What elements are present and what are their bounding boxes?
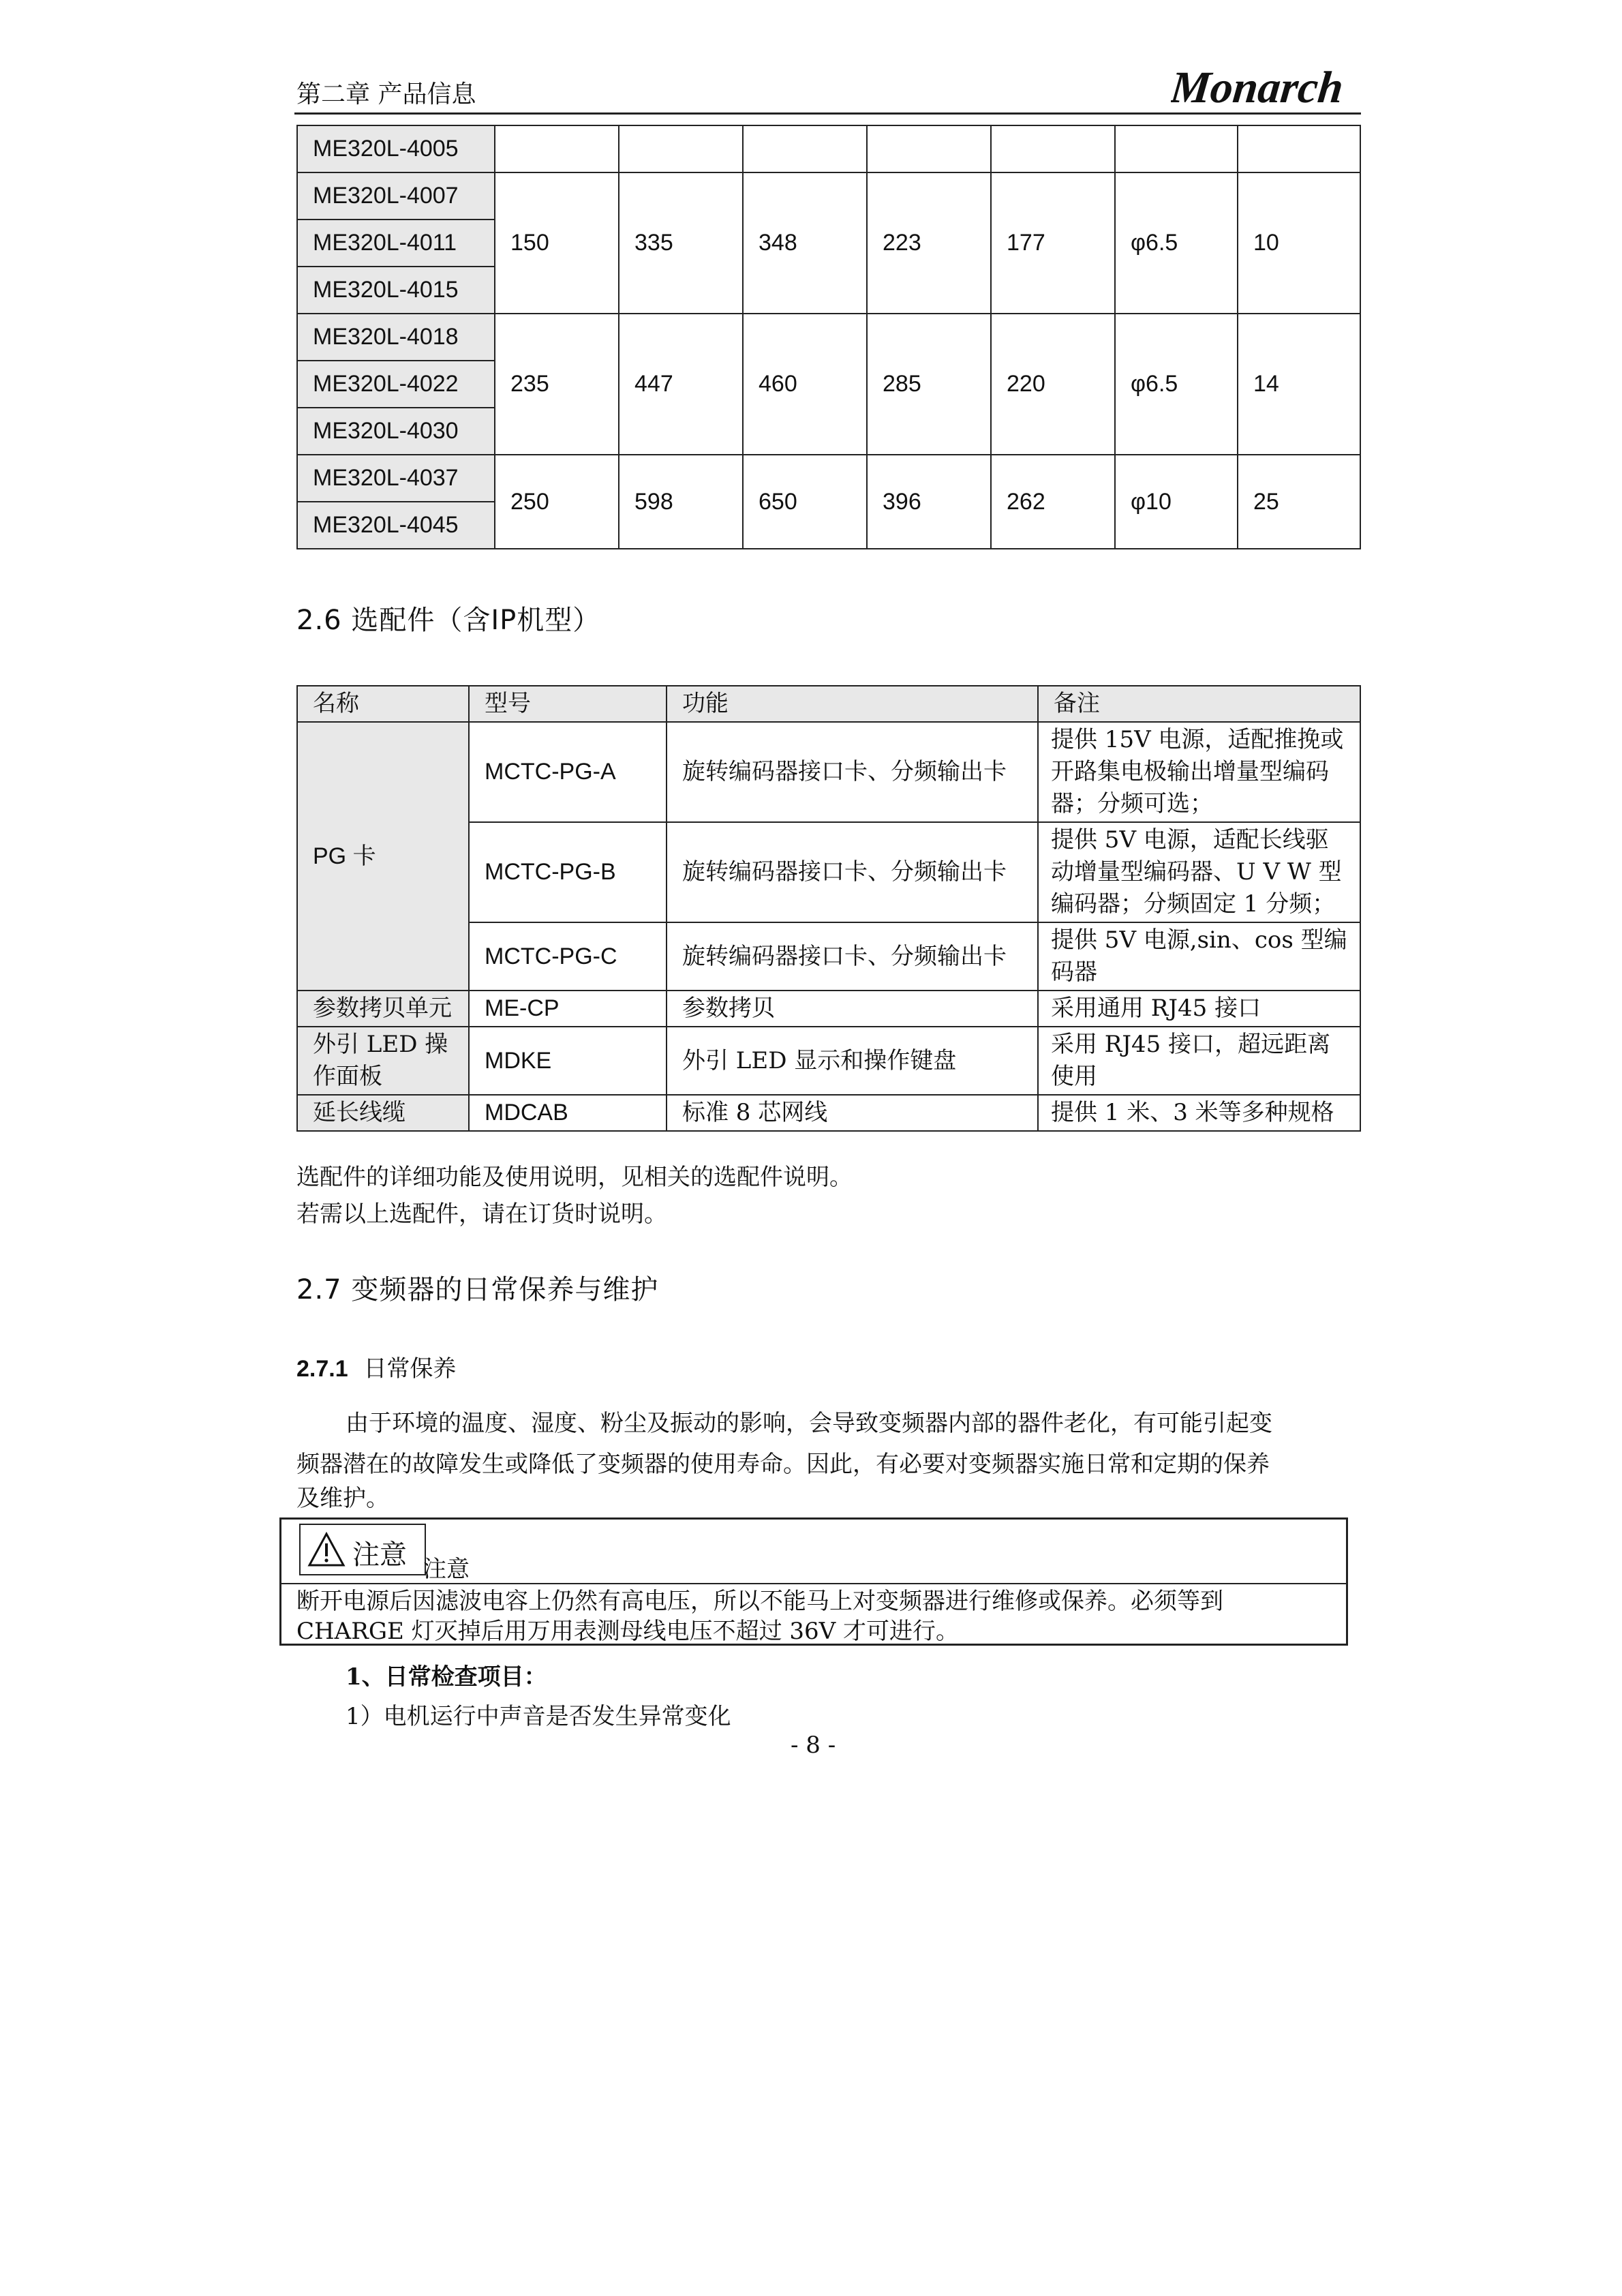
- note-line: 若需以上选配件，请在订货时说明。: [296, 1200, 667, 1228]
- model-cell: ME320L-4045: [297, 502, 495, 549]
- notice-badge: [299, 1524, 426, 1575]
- remark-cell: 提供 5V 电源,sin、cos 型编码器: [1038, 922, 1360, 991]
- model-cell: ME320L-4037: [297, 455, 495, 502]
- brand-logo: [1171, 60, 1362, 117]
- model-cell: ME320L-4022: [297, 361, 495, 408]
- header-function: 功能: [667, 686, 1038, 722]
- dim-value-cell: 285: [867, 314, 991, 455]
- subsection-heading-2-7-1: [296, 1350, 456, 1383]
- model-cell: ME-CP: [469, 991, 667, 1027]
- hole-diameter-cell: φ10: [1115, 455, 1238, 549]
- empty-cell: [1238, 125, 1360, 172]
- dim-value-cell: 335: [619, 172, 743, 314]
- subsection-title: 日常保养: [363, 1355, 457, 1383]
- dim-value-cell: 650: [743, 455, 867, 549]
- remark-cell: 采用通用 RJ45 接口: [1038, 991, 1360, 1027]
- paragraph-line: 由于环境的温度、湿度、粉尘及振动的影响，会导致变频器内部的器件老化，有可能引起变: [346, 1410, 1272, 1437]
- notice-line: 断开电源后因滤波电容上仍然有高电压，所以不能马上对变频器进行维修或保养。必须等到: [296, 1588, 1223, 1615]
- table-row: [297, 125, 1360, 172]
- table-row: [297, 172, 1360, 220]
- model-cell: ME320L-4018: [297, 314, 495, 361]
- model-cell: MCTC-PG-C: [469, 922, 667, 991]
- model-cell: ME320L-4005: [297, 125, 495, 172]
- dimension-table: [296, 125, 1361, 549]
- empty-cell: [991, 125, 1115, 172]
- dim-value-cell: 396: [867, 455, 991, 549]
- name-cell: 参数拷贝单元: [297, 991, 469, 1027]
- empty-cell: [1115, 125, 1238, 172]
- dim-value-cell: 348: [743, 172, 867, 314]
- empty-cell: [743, 125, 867, 172]
- model-cell: ME320L-4011: [297, 220, 495, 267]
- function-cell: 参数拷贝: [667, 991, 1038, 1027]
- notice-box: [279, 1517, 1348, 1646]
- note-line: 选配件的详细功能及使用说明，见相关的选配件说明。: [296, 1164, 853, 1191]
- header-chapter: 第二章 产品信息: [296, 80, 476, 108]
- notice-badge-label: 注意: [352, 1539, 407, 1571]
- table-row: [297, 314, 1360, 361]
- weight-cell: 25: [1238, 455, 1360, 549]
- weight-cell: 10: [1238, 172, 1360, 314]
- weight-cell: 14: [1238, 314, 1360, 455]
- model-cell: MCTC-PG-A: [469, 722, 667, 822]
- remark-cell: 提供 5V 电源，适配长线驱动增量型编码器、U V W 型编码器；分频固定 1 分频；: [1038, 822, 1360, 922]
- function-cell: 外引 LED 显示和操作键盘: [667, 1027, 1038, 1095]
- function-cell: 标准 8 芯网线: [667, 1095, 1038, 1131]
- table-row: [297, 1027, 1360, 1095]
- table-header-row: [297, 686, 1360, 722]
- table-row: [297, 455, 1360, 502]
- model-cell: MDCAB: [469, 1095, 667, 1131]
- section-heading-2-7: 2.7 变频器的日常保养与维护: [296, 1274, 659, 1305]
- table-row: [297, 991, 1360, 1027]
- subsection-number: 2.7.1: [296, 1356, 348, 1382]
- options-table: [296, 685, 1361, 1132]
- empty-cell: [619, 125, 743, 172]
- inspection-item: 1）电机运行中声音是否发生异常变化: [346, 1703, 731, 1730]
- empty-cell: [867, 125, 991, 172]
- dim-value-cell: 460: [743, 314, 867, 455]
- empty-cell: [495, 125, 619, 172]
- name-cell: 外引 LED 操作面板: [297, 1027, 469, 1095]
- model-cell: MCTC-PG-B: [469, 822, 667, 922]
- paragraph-line: 频器潜在的故障发生或降低了变频器的使用寿命。因此，有必要对变频器实施日常和定期的保养: [296, 1451, 1270, 1478]
- remark-cell: 提供 15V 电源，适配推挽或开路集电极输出增量型编码器；分频可选；: [1038, 722, 1360, 822]
- dim-value-cell: 598: [619, 455, 743, 549]
- dim-value-cell: 223: [867, 172, 991, 314]
- dim-value-cell: 220: [991, 314, 1115, 455]
- dim-value-cell: 150: [495, 172, 619, 314]
- remark-cell: 提供 1 米、3 米等多种规格: [1038, 1095, 1360, 1131]
- function-cell: 旋转编码器接口卡、分频输出卡: [667, 822, 1038, 922]
- model-cell: ME320L-4030: [297, 408, 495, 455]
- paragraph-line: 及维护。: [296, 1485, 389, 1512]
- hole-diameter-cell: φ6.5: [1115, 172, 1238, 314]
- dim-value-cell: 262: [991, 455, 1115, 549]
- model-cell: ME320L-4015: [297, 267, 495, 314]
- pg-card-cell: PG 卡: [297, 722, 469, 991]
- warning-triangle-icon: [307, 1532, 346, 1567]
- function-cell: 旋转编码器接口卡、分频输出卡: [667, 722, 1038, 822]
- header-rule: [294, 112, 1361, 115]
- hole-diameter-cell: φ6.5: [1115, 314, 1238, 455]
- dim-value-cell: 447: [619, 314, 743, 455]
- notice-line: CHARGE 灯灭掉后用万用表测母线电压不超过 36V 才可进行。: [296, 1618, 960, 1645]
- name-cell: 延长线缆: [297, 1095, 469, 1131]
- notice-title: 注意: [423, 1556, 470, 1583]
- brand-logo-text: Monarch: [1171, 63, 1346, 112]
- dim-value-cell: 177: [991, 172, 1115, 314]
- model-cell: ME320L-4007: [297, 172, 495, 220]
- model-cell: MDKE: [469, 1027, 667, 1095]
- header-remark: 备注: [1038, 686, 1360, 722]
- header-model: 型号: [469, 686, 667, 722]
- dim-value-cell: 250: [495, 455, 619, 549]
- notice-divider: [281, 1583, 1346, 1584]
- dim-value-cell: 235: [495, 314, 619, 455]
- header-name: 名称: [297, 686, 469, 722]
- remark-cell: 采用 RJ45 接口，超远距离使用: [1038, 1027, 1360, 1095]
- table-row: [297, 1095, 1360, 1131]
- function-cell: 旋转编码器接口卡、分频输出卡: [667, 922, 1038, 991]
- inspection-heading: 1、日常检查项目：: [346, 1663, 547, 1691]
- page-number: - 8 -: [791, 1732, 836, 1759]
- section-heading-2-6: 2.6 选配件（含IP机型）: [296, 605, 601, 636]
- table-row: [297, 722, 1360, 822]
